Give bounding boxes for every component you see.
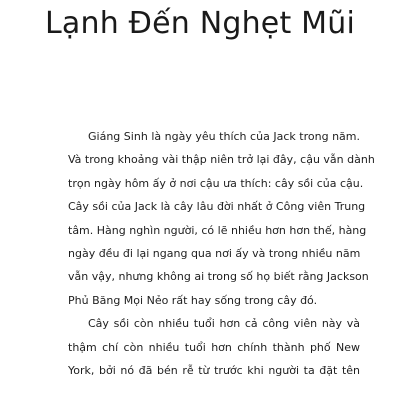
paragraph-line: thậm chí còn nhiều tuổi hơn chính thành phố New	[68, 340, 360, 354]
paragraph-line: Giáng Sinh là ngày yêu thích của Jack trong năm.	[88, 130, 360, 143]
paragraph-line: Và trong khoảng vài thập niên trở lại đây, cậu vẫn dành	[68, 153, 375, 167]
paragraph-line: Cây sồi của Jack là cây lâu đời nhất ở Công viên Trung	[68, 200, 366, 214]
paragraph-line: Phủ Băng Mọi Nẻo rất hay sống trong cây đó.	[68, 293, 318, 307]
chapter-title: Lạnh Đến Nghẹt Mũi	[44, 6, 355, 41]
paragraph-line: vẫn vậy, nhưng không ai trong số họ biết rằng Jackson	[68, 270, 369, 284]
paragraph-line: York, bởi nó đã bén rễ từ trước khi người ta đặt tên	[68, 363, 360, 377]
chapter-body	[68, 125, 375, 382]
paragraph-line: tâm. Hàng nghìn người, có lẽ nhiều hơn hơn thế, hàng	[68, 223, 367, 237]
paragraph-line: Cây sồi còn nhiều tuổi hơn cả công viên này và	[88, 317, 360, 331]
paragraph-line: trọn ngày hôm ấy ở nơi cậu ưa thích: cây sồi của cậu.	[68, 176, 364, 190]
paragraph-line: ngày đều đi lại ngang qua nơi ấy và trong nhiều năm	[68, 246, 361, 260]
